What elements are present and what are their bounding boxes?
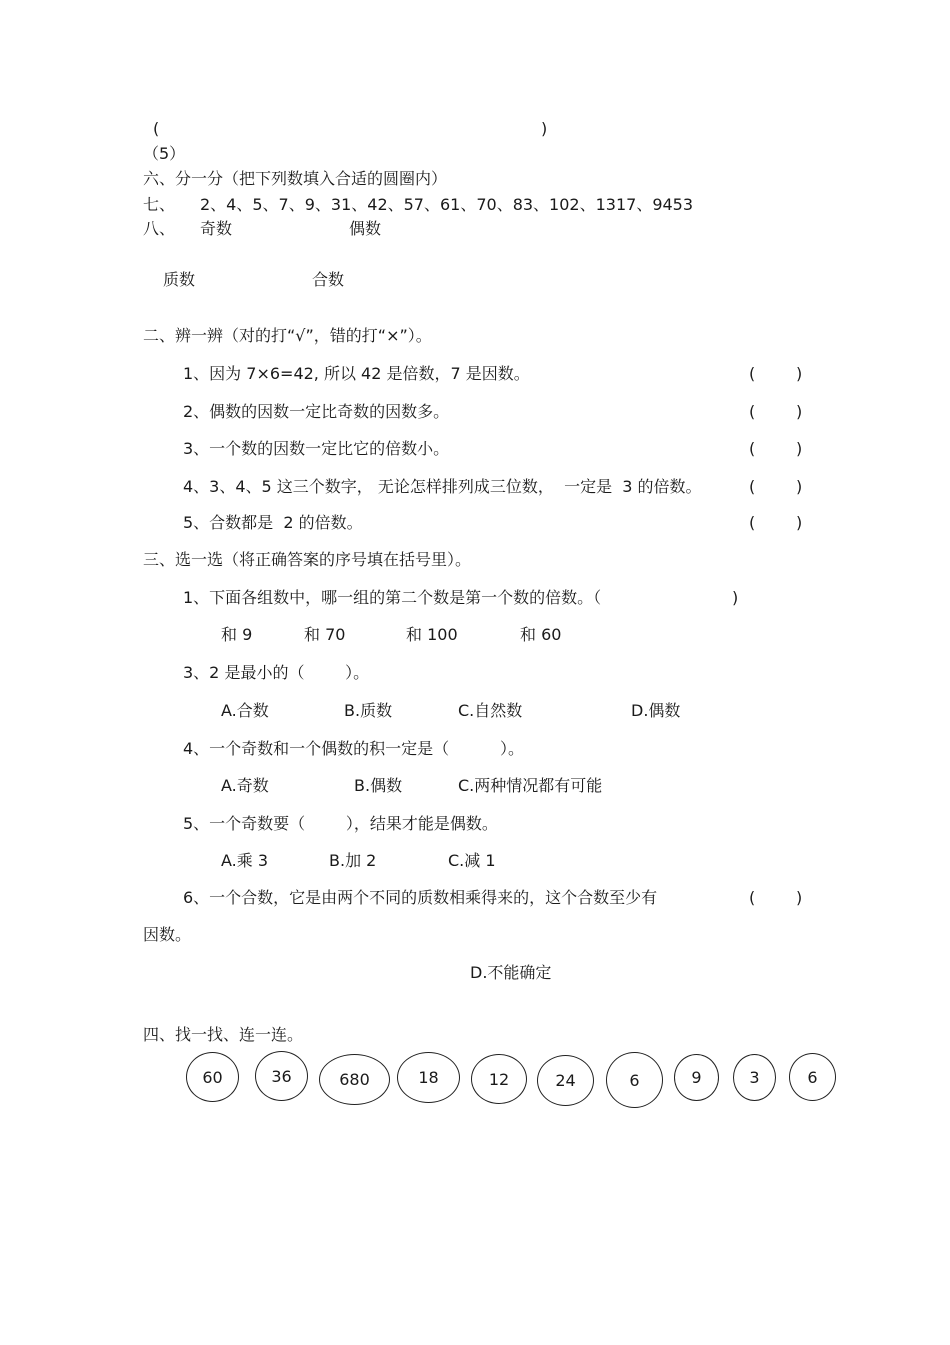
answer-open-paren: ( <box>749 513 756 532</box>
section-8-label: 八、 <box>143 219 176 238</box>
option: 和 70 <box>304 625 346 644</box>
choose-section-title: 三、选一选（将正确答案的序号填在括号里）。 <box>143 550 472 569</box>
option: A.合数 <box>221 701 269 720</box>
prime-label: 质数 <box>163 270 196 289</box>
answer-close-paren: ) <box>796 364 803 383</box>
answer-close-paren: ) <box>796 888 803 907</box>
number-circle: 6 <box>789 1053 836 1101</box>
option: B.加 2 <box>329 851 377 870</box>
option: 和 100 <box>406 625 458 644</box>
question-6: 6、一个合数，它是由两个不同的质数相乘得来的，这个合数至少有 <box>183 888 658 907</box>
composite-label: 合数 <box>312 270 345 289</box>
number-circle: 6 <box>606 1052 663 1108</box>
number-circle: 12 <box>471 1054 527 1104</box>
judge-item: 3、一个数的因数一定比它的倍数小。 <box>183 439 450 458</box>
option: B.质数 <box>344 701 393 720</box>
question-3: 3、2 是最小的（ ）。 <box>183 663 370 682</box>
answer-open-paren: ( <box>749 402 756 421</box>
number-circle: 36 <box>255 1051 308 1101</box>
question-4: 4、一个奇数和一个偶数的积一定是（ ）。 <box>183 739 525 758</box>
judge-item: 5、合数都是 2 的倍数。 <box>183 513 363 532</box>
judge-item: 1、因为 7×6=42, 所以 42 是倍数，7 是因数。 <box>183 364 530 383</box>
answer-close-paren: ) <box>796 439 803 458</box>
odd-label: 奇数 <box>200 219 233 238</box>
option: 和 60 <box>520 625 562 644</box>
answer-open-paren: ( <box>749 888 756 907</box>
option: A.奇数 <box>221 776 269 795</box>
answer-close-paren: ) <box>796 477 803 496</box>
question-6-continued: 因数。 <box>143 925 192 944</box>
judge-item: 4、3、4、5 这三个数字， 无论怎样排列成三位数， 一定是 3 的倍数。 <box>183 477 702 496</box>
number-circle: 18 <box>397 1052 460 1103</box>
judge-item: 2、偶数的因数一定比奇数的因数多。 <box>183 402 450 421</box>
option: 和 9 <box>221 625 253 644</box>
section-7-label: 七、 <box>143 195 176 214</box>
question-1: 1、下面各组数中，哪一组的第二个数是第一个数的倍数。（ <box>183 588 602 607</box>
question-5: 5、一个奇数要（ ），结果才能是偶数。 <box>183 814 498 833</box>
even-label: 偶数 <box>349 219 382 238</box>
option: D.不能确定 <box>470 963 552 982</box>
open-paren: ( <box>153 119 160 138</box>
answer-open-paren: ( <box>749 477 756 496</box>
item-5-label: （5） <box>143 144 186 163</box>
section-6-title: 六、分一分（把下列数填入合适的圆圈内） <box>143 169 448 188</box>
judge-section-title: 二、辨一辨（对的打“√”，错的打“×”）。 <box>143 326 432 345</box>
find-section-title: 四、找一找、连一连。 <box>143 1025 304 1044</box>
option: D.偶数 <box>631 701 681 720</box>
answer-close-paren: ) <box>796 513 803 532</box>
answer-close-paren: ) <box>796 402 803 421</box>
close-paren: ) <box>541 119 548 138</box>
number-circle: 24 <box>537 1055 594 1106</box>
number-circle: 680 <box>319 1054 390 1105</box>
number-circle: 9 <box>674 1054 719 1101</box>
option: B.偶数 <box>354 776 403 795</box>
answer-open-paren: ( <box>749 439 756 458</box>
option: C.两种情况都有可能 <box>458 776 603 795</box>
option: C.自然数 <box>458 701 523 720</box>
option: A.乘 3 <box>221 851 269 870</box>
option: C.减 1 <box>448 851 496 870</box>
answer-open-paren: ( <box>749 364 756 383</box>
number-list: 2、4、5、7、9、31、42、57、61、70、83、102、1317、9453 <box>200 195 694 214</box>
number-circle: 3 <box>733 1054 776 1101</box>
number-circle: 60 <box>186 1052 239 1102</box>
question-1-close-paren: ) <box>732 588 739 607</box>
